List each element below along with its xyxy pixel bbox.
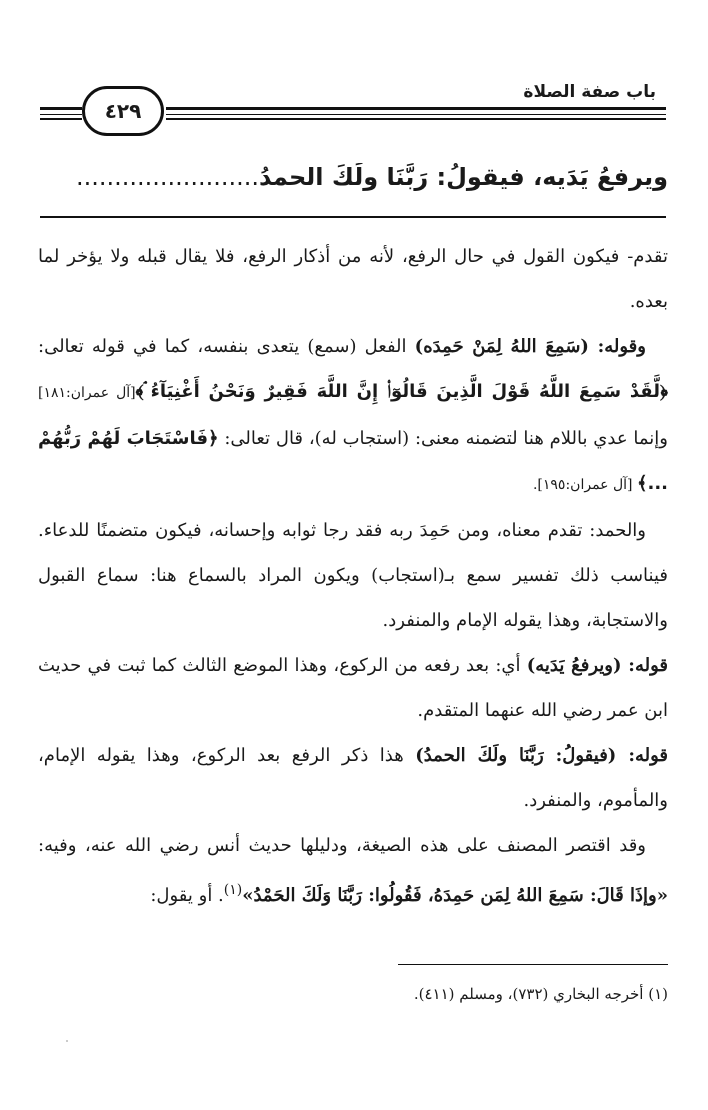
section-heading-leader-dots: ........................: [75, 163, 260, 191]
paragraph-1: تقدم- فيكون القول في حال الرفع، لأنه من أذكار الرفع، فلا يقال قبله ولا يؤخر لما بعده.: [38, 246, 668, 312]
paragraph-4: [38, 643, 668, 733]
header-rule-right-thin: [166, 114, 666, 115]
page-number-badge: [82, 86, 164, 136]
paragraph-6-tail: . أو يقول:: [150, 885, 224, 906]
header-rule-right-thick: [166, 107, 666, 110]
header-rule-left-bottom: [40, 118, 82, 120]
paragraph-5-text: هذا ذكر الرفع بعد الركوع، وهذا يقوله الإمام، والمأموم، والمنفرد.: [38, 745, 668, 811]
paragraph-4-text: أي: بعد رفعه من الركوع، وهذا الموضع الثالث كما ثبت في حديث ابن عمر رضي الله عنهما المتقدم.: [38, 655, 668, 721]
scan-speck: [66, 1040, 68, 1042]
footnote-separator: [398, 964, 668, 965]
paragraph-5: [38, 733, 668, 823]
verse-reference-1: [آل عمران:١٨١]: [38, 385, 136, 401]
paragraph-4-label: قوله:: [621, 655, 668, 676]
header-rule-left-thin: [40, 114, 82, 115]
header-rule-right-bottom: [166, 118, 666, 120]
heading-separator: [40, 216, 666, 218]
paragraph-2-text-2: وإنما عدي باللام هنا لتضمنه معنى: (استجاب له)، قال تعالى:: [218, 428, 668, 449]
footnote: (١) أخرجه البخاري (٧٣٢)، ومسلم (٤١١).: [413, 985, 668, 1003]
verse-reference-2: [آل عمران:١٩٥].: [532, 477, 637, 493]
section-heading: [36, 163, 668, 191]
paragraph-3: والحمد: تقدم معناه، ومن حَمِدَ ربه فقد رجا ثوابه وإحسانه، فيكون متضمنًا للدعاء. فيناسب ذلك تفسير سمع بـ(استجاب) ويكون المراد بالسماع هنا: سماع القبول والاستجابة، وهذا يقوله الإمام والمنفرد.: [38, 520, 668, 631]
paragraph-4-phrase: (ويرفعُ يَدَيه): [526, 655, 622, 676]
paragraph-2: [38, 324, 668, 508]
section-heading-text: ويرفعُ يَدَيه، فيقولُ: رَبَّنَا ولَكَ الحمدُ: [259, 163, 668, 191]
paragraph-5-phrase: (فيقولُ: رَبَّنَا ولَكَ الحمدُ): [415, 745, 617, 766]
paragraph-6-text: وقد اقتصر المصنف على هذه الصيغة، ودليلها حديث أنس رضي الله عنه، وفيه:: [38, 835, 646, 856]
paragraph-2-phrase: (سَمِعَ اللهُ لِمَنْ حَمِدَه): [414, 336, 589, 357]
chapter-title: باب صفة الصلاة: [523, 82, 656, 102]
header-rule-left-thick: [40, 107, 82, 110]
quran-verse-1: ﴿لَّقَدْ سَمِعَ اللَّهُ قَوْلَ الَّذِينَ قَالُوٓا۟ إِنَّ اللَّهَ فَقِيرٌ وَنَحْنُ أَغْنِيَآءُ ۘ﴾: [135, 381, 668, 402]
body-text: [38, 234, 668, 918]
page-number: ٤٢٩: [104, 99, 142, 123]
footnote-marker: (١): [223, 882, 243, 898]
paragraph-6: [38, 823, 668, 918]
quran-verse-2: ﴿فَاسْتَجَابَ لَهُمْ رَبُّهُمْ ...﴾: [38, 428, 668, 494]
hadith-quote: «وإذَا قَالَ: سَمِعَ اللهُ لِمَن حَمِدَهُ، فَقُولُوا: رَبَّنَا وَلَكَ الحَمْدُ»: [242, 885, 668, 906]
paragraph-2-lead: وقوله:: [588, 336, 646, 357]
paragraph-2-text-1: الفعل (سمع) يتعدى بنفسه، كما في قوله تعالى:: [38, 336, 415, 357]
paragraph-5-label: قوله:: [616, 745, 669, 766]
